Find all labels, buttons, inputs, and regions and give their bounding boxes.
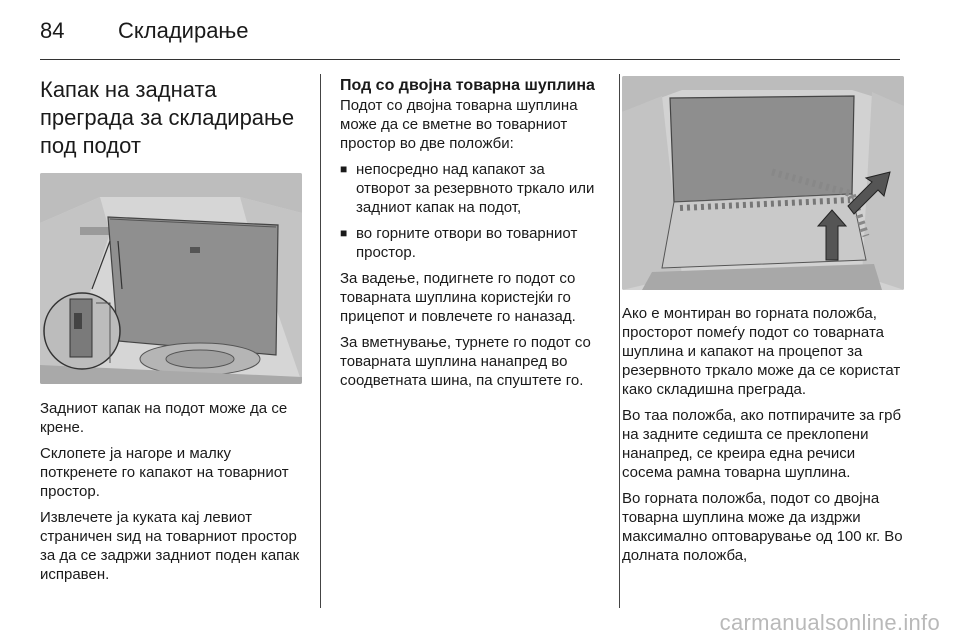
column-divider <box>320 74 321 608</box>
paragraph: Подот со двојна товарна шуплина може да се вметне во товарниот простор во две положби: <box>340 97 578 152</box>
section-title: Складирање <box>118 18 249 43</box>
paragraph: Извлечете ја куката кај левиот страничен ѕид на товарниот простор за да се задржи задниот поден капак исправен. <box>40 509 300 583</box>
paragraph: Склопете ја нагоре и малку поткренете го капакот на товарниот простор. <box>40 445 289 500</box>
paragraph: За вадење, подигнете го подот со товарната шуплина користејќи го прицепот и повлечете го наназад. <box>340 270 576 325</box>
illustration-svg <box>622 76 904 290</box>
illustration-svg <box>40 173 302 384</box>
list-item-text: непосредно над капакот за отворот за резервното тркало или задниот капак на подот, <box>356 161 595 216</box>
column-left <box>40 60 302 591</box>
paragraph: Во горната положба, подот со двојна товарна шуплина може да издржи максимално оптоварување од 100 кг. Во долната положба, <box>622 490 903 564</box>
column-divider <box>619 74 620 608</box>
paragraph: Ако е монтиран во горната положба, просторот помеѓу подот со товарната шуплина и капакот на процепот за резервното тркало може да се користат како складишна преграда. <box>622 305 901 398</box>
list-item-text: во горните отвори во товарниот простор. <box>356 225 578 261</box>
bullet-icon: ■ <box>340 226 348 240</box>
page-header <box>40 14 920 54</box>
watermark: carmanualsonline.info <box>719 610 940 635</box>
section-heading: Капак на задната преграда за складирање под подот <box>40 77 295 158</box>
subsection-heading: Под со двојна товарна шуплина <box>340 77 595 94</box>
paragraph: За вметнување, турнете го подот со товарната шуплина нанапред во соодветната шина, па спуштете го. <box>340 334 591 389</box>
trunk-floor-cover-illustration <box>40 173 302 384</box>
paragraph: Задниот капак на подот може да се крене. <box>40 400 288 436</box>
list-item <box>340 224 602 262</box>
paragraph: Во таа положба, ако потпирачите за грб на задните седишта се преклопени нанапред, се креира една речиси сосема рамна товарна шуплина. <box>622 407 902 481</box>
cargo-floor-illustration <box>622 76 904 290</box>
list-item <box>340 160 602 217</box>
page-number: 84 <box>40 18 65 43</box>
bullet-list <box>340 160 602 262</box>
bullet-icon: ■ <box>340 162 348 176</box>
column-middle <box>340 60 602 397</box>
column-right <box>622 60 904 572</box>
